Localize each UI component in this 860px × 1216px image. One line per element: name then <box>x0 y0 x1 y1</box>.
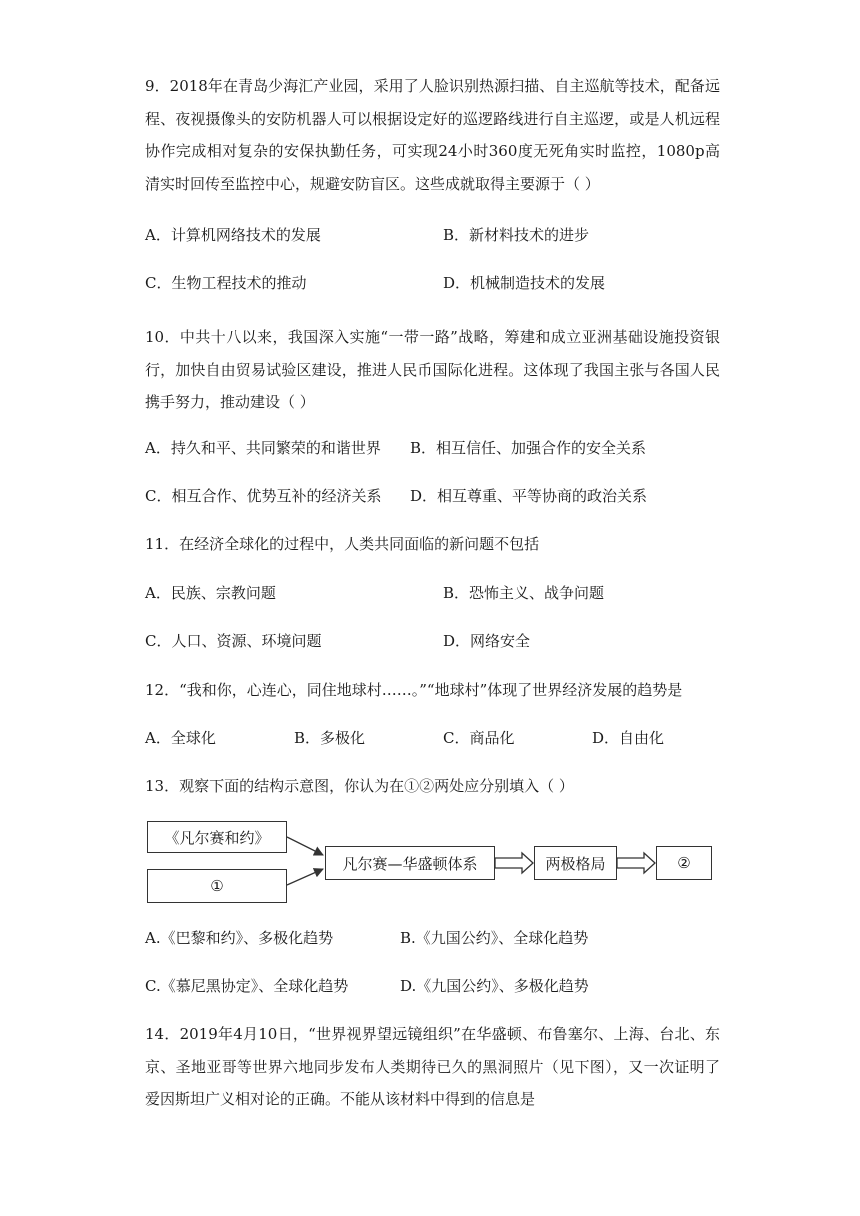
question-10-option-d: D．相互尊重、平等协商的政治关系 <box>410 487 648 505</box>
question-9-text: 9．2018年在青岛少海汇产业园，采用了人脸识别热源扫描、自主巡航等技术，配备远程、夜视摄像头的安防机器人可以根据设定好的巡逻路线进行自主巡逻，或是人机远程协作完成相对复杂的安保执勤任务，可实现24小时360度无死角实时监控，1080p高清实时回传至监控中心，规避安防盲区。这些成就取得主要源于（ ） <box>145 77 720 193</box>
question-11-option-d: D．网络安全 <box>443 632 531 650</box>
question-9-option-a: A．计算机网络技术的发展 <box>145 226 321 244</box>
hollow-arrow-system-to-bipolar <box>495 853 533 873</box>
question-11-option-a: A．民族、宗教问题 <box>145 584 276 602</box>
question-12-option-a: A．全球化 <box>145 729 216 747</box>
question-12-text: 12．“我和你，心连心，同住地球村……。”“地球村”体现了世界经济发展的趋势是 <box>145 681 683 699</box>
question-10-option-c: C．相互合作、优势互补的经济关系 <box>145 487 382 505</box>
question-13-option-b: B.《九国公约》、全球化趋势 <box>400 929 589 947</box>
diagram-box-versailles-treaty: 《凡尔赛和约》 <box>147 821 287 853</box>
question-11-text: 11．在经济全球化的过程中，人类共同面临的新问题不包括 <box>145 535 540 553</box>
diagram-box-versailles-washington-system: 凡尔赛—华盛顿体系 <box>325 846 495 880</box>
question-9-option-c: C．生物工程技术的推动 <box>145 274 307 292</box>
question-9-option-b: B．新材料技术的进步 <box>443 226 590 244</box>
hollow-arrow-bipolar-to-blank2 <box>617 853 655 873</box>
question-12-option-d: D．自由化 <box>592 729 665 747</box>
question-13-option-a: A.《巴黎和约》、多极化趋势 <box>145 929 334 947</box>
arrow-treaty-to-system <box>287 837 323 855</box>
question-13-option-c: C.《慕尼黑协定》、全球化趋势 <box>145 977 349 995</box>
question-11-option-b: B．恐怖主义、战争问题 <box>443 584 605 602</box>
diagram-box-blank-2: ② <box>656 846 712 880</box>
question-13-text: 13．观察下面的结构示意图，你认为在①②两处应分别填入（ ） <box>145 777 574 795</box>
question-10-option-a: A．持久和平、共同繁荣的和谐世界 <box>145 439 381 457</box>
diagram-box-bipolar-pattern: 两极格局 <box>534 846 617 880</box>
diagram-box-blank-1: ① <box>147 869 287 903</box>
question-10-text: 10．中共十八以来，我国深入实施“一带一路”战略，筹建和成立亚洲基础设施投资银行，加快自由贸易试验区建设，推进人民币国际化进程。这体现了我国主张与各国人民携手努力，推动建设（ ） <box>145 328 720 411</box>
question-14-text: 14．2019年4月10日，“世界视界望远镜组织”在华盛顿、布鲁塞尔、上海、台北、东京、圣地亚哥等世界六地同步发布人类期待已久的黑洞照片（见下图），又一次证明了爱因斯坦广义相对论的正确。不能从该材料中得到的信息是 <box>145 1025 720 1108</box>
question-11-option-c: C．人口、资源、环境问题 <box>145 632 322 650</box>
arrow-blank1-to-system <box>287 869 323 885</box>
question-12-option-c: C．商品化 <box>443 729 515 747</box>
question-12-option-b: B．多极化 <box>294 729 366 747</box>
question-10-option-b: B．相互信任、加强合作的安全关系 <box>410 439 647 457</box>
question-9-option-d: D．机械制造技术的发展 <box>443 274 606 292</box>
question-13-option-d: D.《九国公约》、多极化趋势 <box>400 977 589 995</box>
